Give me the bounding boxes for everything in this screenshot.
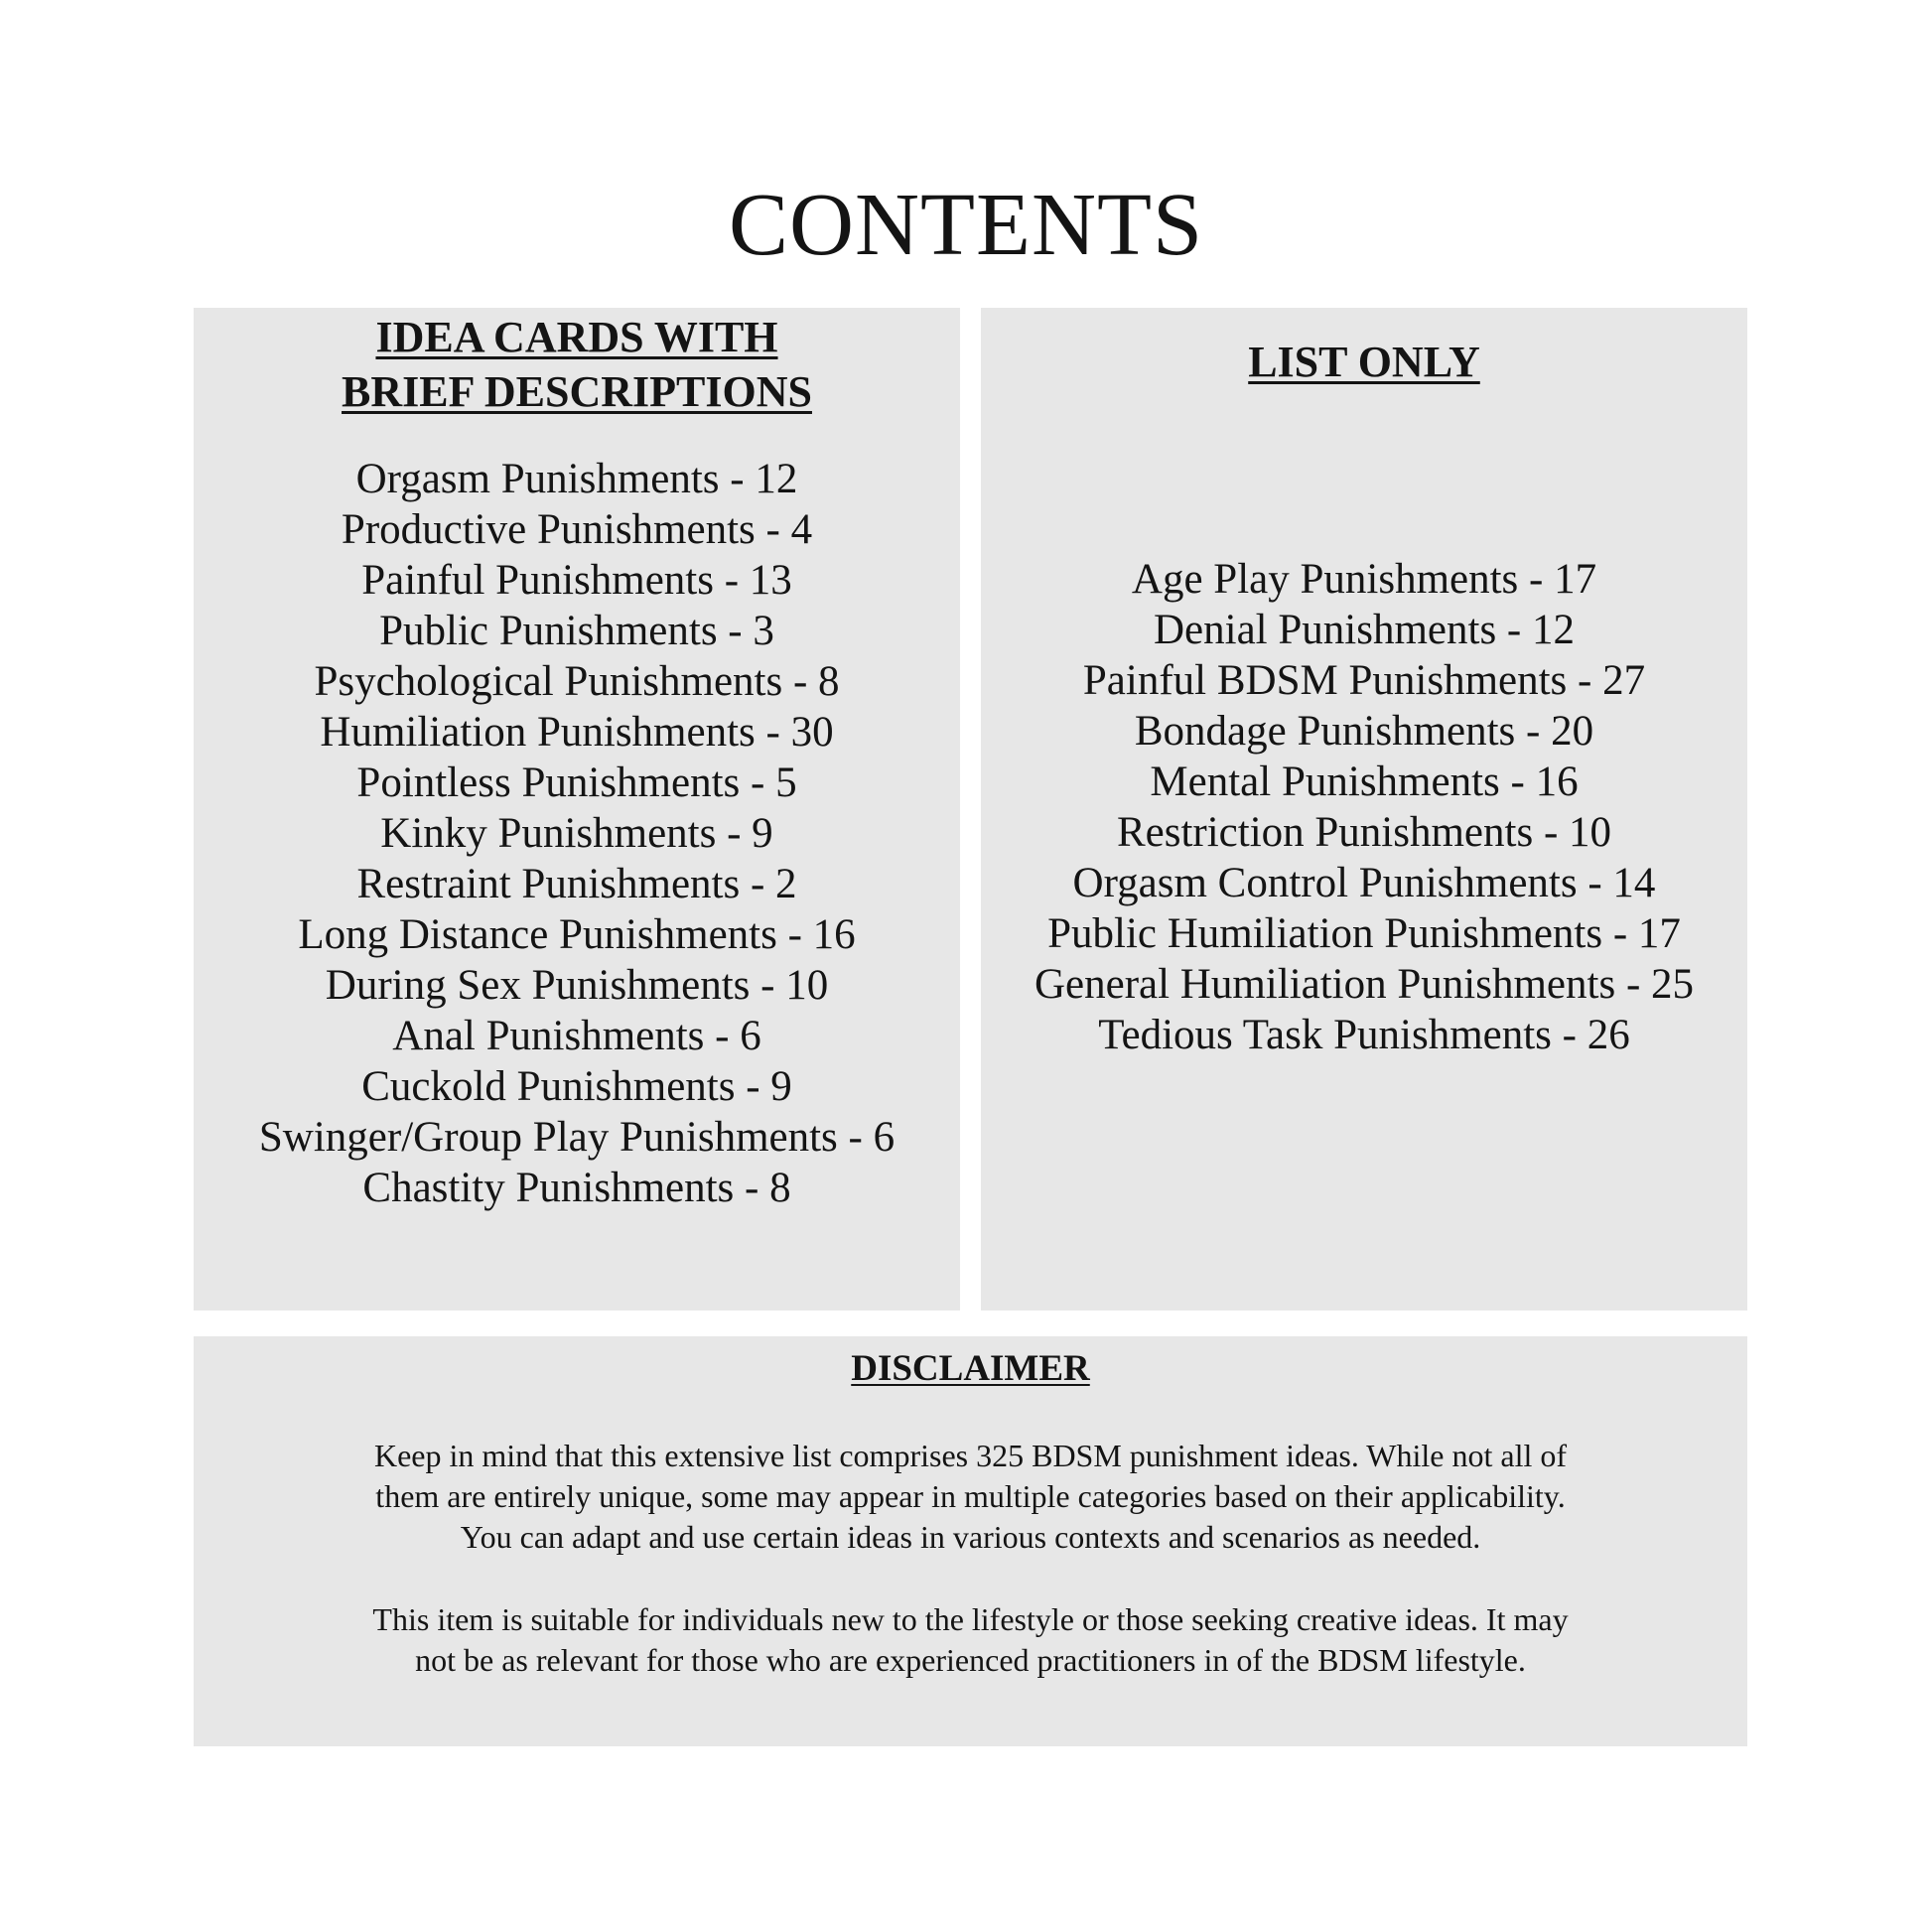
list-item: Orgasm Control Punishments - 14 [1072,860,1656,906]
list-item: Chastity Punishments - 8 [362,1165,791,1211]
page-title: CONTENTS [729,176,1203,274]
list-item: Humiliation Punishments - 30 [320,709,834,756]
list-item: Cuckold Punishments - 9 [361,1063,792,1110]
list-item: Anal Punishments - 6 [392,1013,761,1059]
list-item: Denial Punishments - 12 [1154,607,1575,653]
list-item: Public Humiliation Punishments - 17 [1047,910,1681,957]
disclaimer-heading: DISCLAIMER [851,1348,1090,1389]
idea-cards-panel [194,308,960,1311]
list-item: Painful Punishments - 13 [361,557,792,604]
disclaimer-paragraph-1 [194,1436,1747,1558]
idea-cards-list [194,454,960,1213]
list-item: Pointless Punishments - 5 [356,759,797,806]
list-item: Public Punishments - 3 [379,608,774,654]
list-only-heading: LIST ONLY [1248,338,1480,386]
list-item: Kinky Punishments - 9 [380,810,773,857]
list-item: Tedious Task Punishments - 26 [1098,1012,1630,1058]
list-item: Age Play Punishments - 17 [1131,556,1597,603]
disclaimer-paragraph-2 [194,1599,1747,1681]
list-item: Bondage Punishments - 20 [1134,708,1594,755]
list-item: Psychological Punishments - 8 [314,658,840,705]
idea-cards-heading-line-1: IDEA CARDS WITH [375,313,778,361]
list-item: Restraint Punishments - 2 [356,861,797,907]
list-item: Mental Punishments - 16 [1150,759,1579,805]
disclaimer-line: them are entirely unique, some may appear in multiple categories based on their applicability. [375,1478,1566,1514]
idea-cards-heading [194,310,960,419]
list-only-list [981,554,1747,1060]
disclaimer-line: You can adapt and use certain ideas in various contexts and scenarios as needed. [460,1519,1481,1555]
list-item: Orgasm Punishments - 12 [355,456,798,502]
list-only-panel [981,308,1747,1311]
list-item: Productive Punishments - 4 [341,506,813,553]
disclaimer-line: Keep in mind that this extensive list comprises 325 BDSM punishment ideas. While not all of [373,1438,1568,1473]
disclaimer-line: not be as relevant for those who are experienced practitioners in of the BDSM lifestyle. [415,1642,1526,1678]
list-item: General Humiliation Punishments - 25 [1034,961,1695,1008]
idea-cards-heading-line-2: BRIEF DESCRIPTIONS [342,367,812,416]
list-item: Long Distance Punishments - 16 [298,911,856,958]
list-item: During Sex Punishments - 10 [325,962,829,1009]
list-item: Swinger/Group Play Punishments - 6 [258,1114,896,1161]
list-item: Painful BDSM Punishments - 27 [1082,657,1646,704]
list-item: Restriction Punishments - 10 [1116,809,1612,856]
disclaimer-panel [194,1336,1747,1746]
disclaimer-line: This item is suitable for individuals new to the lifestyle or those seeking creative ideas. It may [372,1601,1569,1637]
